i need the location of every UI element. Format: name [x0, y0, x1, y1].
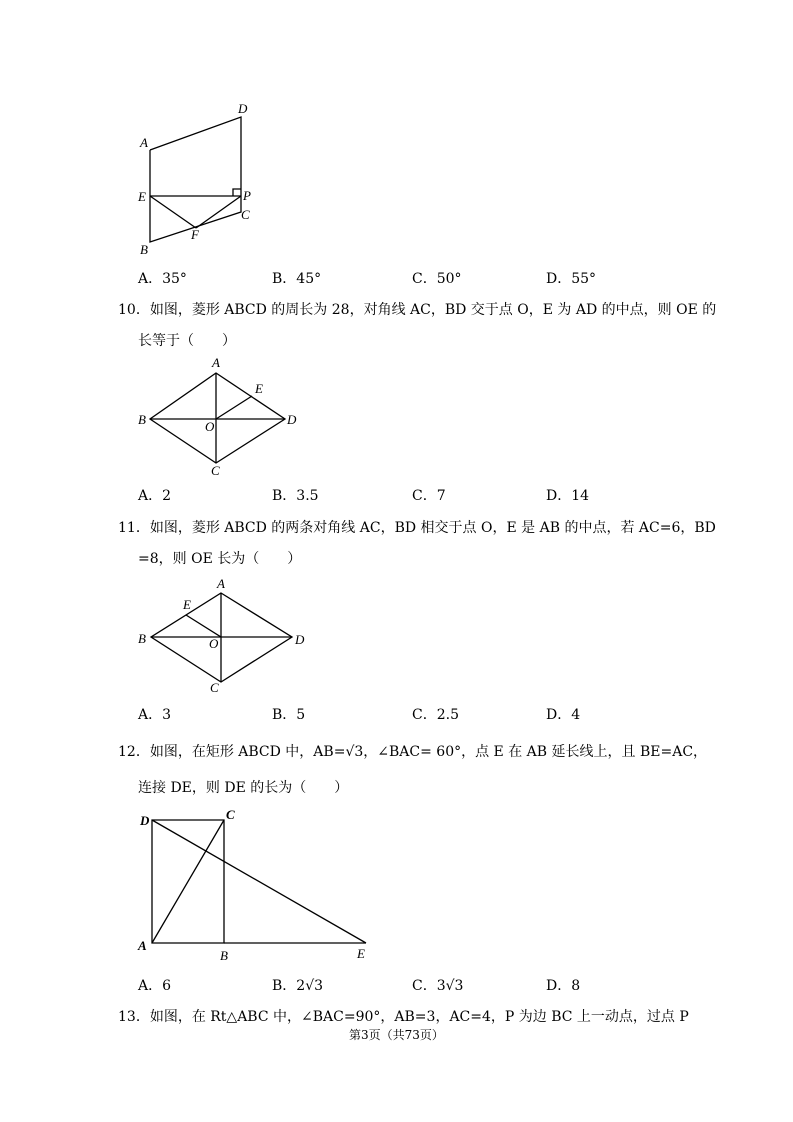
q12-label-e: E [357, 946, 365, 961]
q12-label-a: A [138, 938, 147, 953]
q11-label-o: O [209, 636, 219, 651]
q10-option-b: B．3.5 [272, 488, 319, 504]
q12-label-b: B [220, 948, 228, 963]
q10-stem-line1: 10．如图，菱形 ABCD 的周长为 28，对角线 AC，BD 交于点 O，E 为 AD 的中点，则 OE 的 [118, 302, 717, 318]
q9-option-a: A．35° [138, 271, 187, 287]
q10-label-d: D [287, 412, 297, 427]
q9-label-c: C [241, 207, 250, 222]
q10-option-a: A．2 [138, 488, 172, 504]
q9-option-d: D．55° [546, 271, 597, 287]
q9-label-a: A [140, 135, 148, 150]
q10-label-a: A [212, 355, 220, 370]
q11-stem-line1: 11．如图，菱形 ABCD 的两条对角线 AC，BD 相交于点 O，E 是 AB 的中点，若 AC=6，BD [118, 520, 716, 536]
q12-option-b: B．2√3 [272, 978, 324, 994]
q12-label-d: D [140, 813, 150, 828]
q9-label-b: B [140, 242, 148, 257]
q11-label-e: E [183, 597, 191, 612]
q12-option-d: D．8 [546, 978, 581, 994]
q11-label-d: D [295, 632, 305, 647]
q12-stem-line2: 连接 DE，则 DE 的长为（ ） [138, 780, 349, 796]
q12-option-c: C．3√3 [412, 978, 464, 994]
q9-option-b: B．45° [272, 271, 322, 287]
q11-stem-line2: =8，则 OE 长为（ ） [138, 551, 302, 567]
q11-option-b: B．5 [272, 707, 306, 723]
q11-option-d: D．4 [546, 707, 581, 723]
q10-label-o: O [205, 419, 215, 434]
q10-option-c: C．7 [412, 488, 446, 504]
q10-option-d: D．14 [546, 488, 590, 504]
q10-label-b: B [138, 412, 146, 427]
q11-label-c: C [210, 680, 219, 695]
q11-label-a: A [217, 576, 225, 591]
q9-label-d: D [238, 101, 248, 116]
q11-option-c: C．2.5 [412, 707, 459, 723]
q9-label-e: E [138, 189, 146, 204]
q12-stem-line1: 12．如图，在矩形 ABCD 中，AB=√3，∠BAC= 60°，点 E 在 AB 延长线上，且 BE=AC， [118, 744, 708, 760]
q11-option-a: A．3 [138, 707, 172, 723]
q12-option-a: A．6 [138, 978, 172, 994]
q11-label-b: B [138, 631, 146, 646]
q10-label-c: C [211, 463, 220, 478]
q9-label-f: F [191, 227, 199, 242]
q13-stem-line1: 13．如图，在 Rt△ABC 中，∠BAC=90°，AB=3，AC=4，P 为边 BC 上一动点，过点 P [118, 1009, 689, 1025]
q12-label-c: C [226, 807, 235, 822]
q9-option-c: C．50° [412, 271, 462, 287]
q10-stem-line2: 长等于（ ） [138, 333, 236, 349]
page-footer: 第3页（共73页） [349, 1028, 444, 1042]
q10-label-e: E [255, 381, 263, 396]
q9-label-p: P [243, 188, 251, 203]
